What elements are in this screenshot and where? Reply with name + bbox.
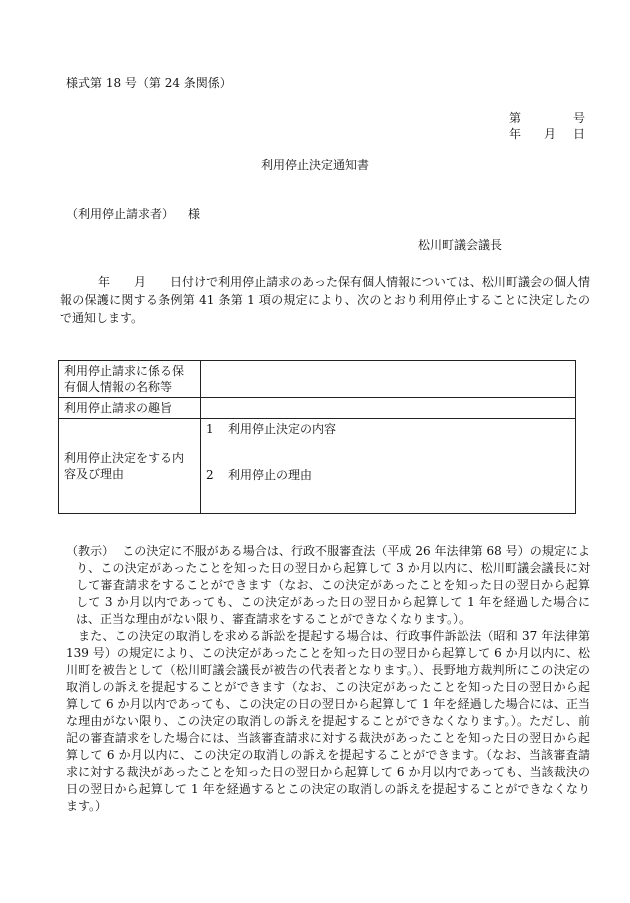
row2-label: 利用停止請求の趣旨 <box>59 398 201 419</box>
addressee <box>66 205 200 222</box>
addressee-honorific: 様 <box>188 207 201 221</box>
item1-text: 利用停止決定の内容 <box>228 422 337 436</box>
row3-value <box>201 419 576 514</box>
notice-paragraph-1 <box>66 543 590 628</box>
document-number-suffix: 号 <box>572 111 585 125</box>
document-number-prefix: 第 <box>509 111 522 125</box>
table-row <box>59 419 576 514</box>
notice-paragraph-2: また、この決定の取消しを求める訴訟を提起する場合は、行政事件訴訟法（昭和 37 年法律第 139 号）の規定により、この決定があったことを知った日の翌日から起算して 6 か月以内に、松川町を被告として（松川町議会議長が被告の代表者となります。）、長野地方裁判所にこの決定の取消しの訴えを提起することができます（なお、この決定があったことを知った日の翌日から起算して 6 か月以内であっても、この決定の日の翌日から起算して 1 年を経過した場合には、正当な理由がない限り、この決定の取消しの訴えを提起することができなくなります。）。ただし、前記の審査請求をした場合には、当該審査請求に対する裁決があったことを知った日の翌日から起算して 6 か月以内に、この決定の取消しの訴えを提起することができます。（なお、当該審査請求に対する裁決があったことを知った日の翌日から起算して 6 か月以内であっても、当該裁決の日の翌日から起算して 1 年を経過するとこの決定の取消しの訴えを提起することができなくなります。） <box>66 629 590 813</box>
document-title: 利用停止決定通知書 <box>260 158 369 172</box>
info-table <box>58 360 576 514</box>
list-item <box>206 421 570 437</box>
notice-lead: （教示） <box>66 544 115 558</box>
date-day: 日 <box>572 127 585 141</box>
date-month: 月 <box>544 127 557 141</box>
issuer: 松川町議会議長 <box>418 238 503 252</box>
appeal-notice <box>66 543 590 815</box>
row1-value <box>201 361 576 398</box>
row1-label: 利用停止請求に係る保有個人情報の名称等 <box>59 361 201 398</box>
item2-text: 利用停止の理由 <box>228 468 313 482</box>
row3-label: 利用停止決定をする内容及び理由 <box>59 419 201 514</box>
table-row <box>59 398 576 419</box>
item2-number: 2 <box>206 468 214 482</box>
date-year: 年 <box>509 127 522 141</box>
form-number: 様式第 18 号（第 24 条関係） <box>66 76 232 90</box>
body-paragraph <box>60 273 590 327</box>
addressee-name: （利用停止請求者） <box>66 207 175 221</box>
list-item <box>206 467 570 483</box>
item1-number: 1 <box>206 422 214 436</box>
row2-value <box>201 398 576 419</box>
table-row <box>59 361 576 398</box>
notice-text-1: この決定に不服がある場合は、行政不服審査法（平成 26 年法律第 68 号）の規定により、この決定があったことを知った日の翌日から起算して 3 か月以内に、松川町議会議長に対して審査請求をすることができます（なお、この決定があったことを知った日の翌日から起算して 3 か月以内であっても、この決定があった日の翌日から起算して 1 年を経過した場合には、正当な理由がない限り、審査請求をすることができなくなります。）。 <box>76 544 590 626</box>
body-text: 年 月 日付けで利用停止請求のあった保有個人情報については、松川町議会の個人情報の保護に関する条例第 41 条第 1 項の規定により、次のとおり利用停止することに決定したので通知します。 <box>60 275 590 325</box>
